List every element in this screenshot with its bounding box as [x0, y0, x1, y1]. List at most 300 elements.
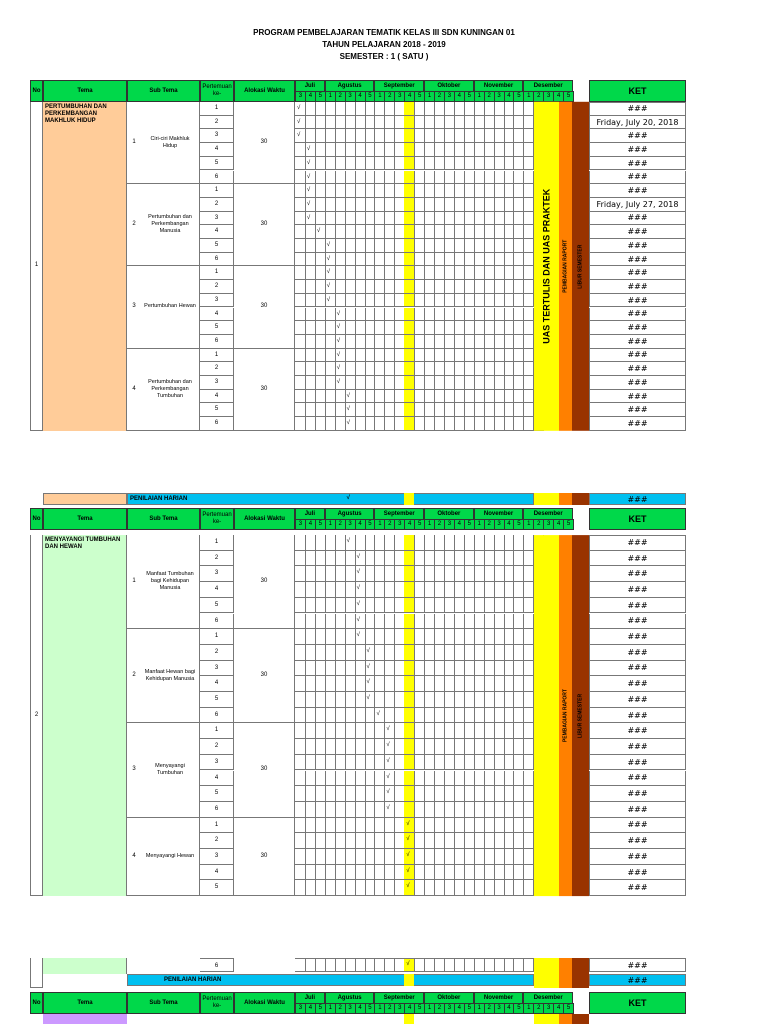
check-mark: √	[306, 187, 311, 194]
header-month-juli: Juli	[295, 992, 325, 1004]
ket-cell: ###	[589, 708, 686, 724]
meeting-number: 1	[200, 629, 234, 645]
header-month-desember: Desember	[523, 508, 573, 520]
meeting-number: 1	[200, 266, 234, 280]
meeting-number: 1	[200, 535, 234, 551]
subtema-no: 1	[127, 102, 141, 184]
header-week: 4	[404, 1003, 415, 1014]
yellow-cell	[404, 974, 414, 986]
check-mark: √	[346, 420, 350, 427]
check-mark: √	[346, 538, 350, 544]
meeting-number: 6	[200, 171, 234, 185]
check-mark: √	[336, 324, 341, 331]
check-mark: √	[297, 118, 301, 125]
meeting-number: 1	[200, 723, 234, 739]
check-mark: √	[386, 757, 390, 764]
subtema-name: Ciri-ciri Makhluk Hidup	[141, 102, 200, 184]
meeting-number: 2	[200, 116, 234, 130]
header-week: 2	[484, 1003, 495, 1014]
check-mark: √	[346, 406, 350, 413]
header-week: 3	[345, 519, 356, 530]
header-week: 3	[444, 519, 455, 530]
meeting-number: 2	[200, 198, 234, 212]
header-alokasi: Alokasi Waktu	[234, 508, 295, 530]
tema-cell	[43, 958, 127, 974]
header-week: 2	[335, 91, 346, 102]
check-mark: √	[356, 632, 360, 639]
ket-cell: ###	[589, 212, 686, 226]
header-week: 3	[345, 1003, 356, 1014]
meeting-number: 2	[200, 551, 234, 567]
bar-libur	[572, 102, 589, 431]
header-month-november: November	[474, 508, 524, 520]
header-week: 3	[345, 91, 356, 102]
meeting-number: 3	[200, 755, 234, 771]
ket-cell: ###	[589, 376, 686, 390]
header-week: 1	[424, 91, 435, 102]
ket-cell: ###	[589, 335, 686, 349]
check-mark: √	[386, 789, 390, 796]
check-mark: √	[336, 337, 341, 344]
header-week: 3	[543, 1003, 554, 1014]
meeting-number: 4	[200, 676, 234, 692]
meeting-number: 2	[200, 645, 234, 661]
yellow-cell	[404, 493, 414, 505]
meeting-number: 1	[200, 184, 234, 198]
penilaian-ket: ###	[589, 974, 686, 986]
header-week: 1	[325, 519, 336, 530]
check-mark: √	[336, 379, 341, 385]
meeting-number: 4	[200, 771, 234, 787]
header-week: 2	[484, 519, 495, 530]
check-mark: √	[406, 883, 410, 890]
header-week: 1	[474, 519, 485, 530]
subtema-name: Pertumbuhan dan Perkembangan Manusia	[141, 184, 200, 266]
check-mark: √	[306, 146, 311, 153]
meeting-number: 5	[200, 880, 234, 896]
ket-cell: ###	[589, 598, 686, 614]
bar-libur	[572, 958, 589, 988]
meeting-number: 4	[200, 865, 234, 881]
header-week: 2	[434, 519, 445, 530]
header-week: 5	[563, 91, 574, 102]
ket-cell: ###	[589, 880, 686, 896]
ket-cell: ###	[589, 818, 686, 834]
header-no: No	[30, 992, 43, 1014]
header-week: 4	[504, 91, 515, 102]
check-mark: √	[306, 173, 311, 180]
meeting-number: 3	[200, 129, 234, 143]
ket-cell: ###	[589, 266, 686, 280]
ket-cell: ###	[589, 771, 686, 787]
header-month-november: November	[474, 992, 524, 1004]
header-ket: KET	[589, 992, 686, 1014]
header-tema: Tema	[43, 992, 127, 1014]
ket-cell: ###	[589, 143, 686, 157]
ket-cell: ###	[589, 390, 686, 404]
meeting-number: 2	[200, 280, 234, 294]
ket-cell: ###	[589, 417, 686, 431]
meeting-number: 5	[200, 786, 234, 802]
header-week: 4	[553, 519, 564, 530]
header-alokasi: Alokasi Waktu	[234, 992, 295, 1014]
bar-raport-label: PEMBAGIAN RAPORT	[562, 689, 569, 743]
meeting-number: 1	[200, 349, 234, 363]
meeting-number: 6	[200, 253, 234, 267]
header-week: 3	[295, 91, 306, 102]
subtema-name: Pertumbuhan dan Perkembangan Tumbuhan	[141, 349, 200, 431]
subtema-name: Pertumbuhan Hewan	[141, 266, 200, 348]
header-week: 3	[394, 519, 405, 530]
ket-cell: ###	[589, 535, 686, 551]
header-week: 2	[434, 1003, 445, 1014]
header-week: 5	[414, 1003, 425, 1014]
alokasi-waktu: 30	[234, 629, 295, 723]
alokasi-waktu: 30	[234, 102, 295, 184]
header-week: 5	[365, 1003, 376, 1014]
header-week: 3	[543, 91, 554, 102]
alokasi-waktu: 30	[234, 818, 295, 897]
ket-cell: ###	[589, 308, 686, 322]
meeting-number: 3	[200, 294, 234, 308]
penilaian-harian-row: PENILAIAN HARIAN	[127, 493, 534, 505]
ket-cell: ###	[589, 566, 686, 582]
ket-cell: Friday, July 27, 2018	[589, 198, 686, 212]
header-week: 4	[454, 91, 465, 102]
subtema-no: 2	[127, 184, 141, 266]
bar-uas	[534, 535, 559, 896]
check-mark: √	[356, 585, 360, 592]
ket-cell: ###	[589, 362, 686, 376]
ket-cell: ###	[589, 865, 686, 881]
bar-libur	[572, 493, 589, 505]
check-mark: √	[306, 214, 311, 221]
ket-cell: ###	[589, 239, 686, 253]
header-month-september: September	[374, 80, 424, 92]
ket-cell: ###	[589, 253, 686, 267]
bar-uas-label: UAS TERTULIS DAN UAS PRAKTEK	[541, 188, 552, 344]
alokasi-waktu: 30	[234, 535, 295, 629]
header-month-agustus: Agustus	[325, 508, 375, 520]
check-mark: √	[326, 296, 331, 303]
meeting-number: 5	[200, 403, 234, 417]
header-week: 1	[325, 91, 336, 102]
ket-cell: ###	[589, 321, 686, 335]
header-week: 2	[533, 519, 544, 530]
ket-cell: ###	[589, 786, 686, 802]
meeting-number: 6	[200, 335, 234, 349]
header-week: 4	[355, 519, 366, 530]
check-mark: √	[366, 695, 370, 701]
meeting-number: 5	[200, 598, 234, 614]
header-week: 3	[295, 519, 306, 530]
header-week: 4	[454, 1003, 465, 1014]
meeting-number: 5	[200, 157, 234, 171]
meeting-number: 6	[200, 708, 234, 724]
week-cell	[523, 958, 534, 972]
ket-cell: ###	[589, 614, 686, 630]
subtema-no: 3	[127, 266, 141, 348]
header-week: 5	[563, 519, 574, 530]
header-week: 5	[513, 1003, 524, 1014]
header-week: 1	[523, 1003, 534, 1014]
header-week: 5	[365, 519, 376, 530]
ket-cell: ###	[589, 676, 686, 692]
ket-cell: ###	[589, 129, 686, 143]
header-week: 3	[444, 1003, 455, 1014]
section-no	[30, 958, 43, 988]
header-pertemuan: Pertemuan ke-	[200, 992, 234, 1014]
header-month-september: September	[374, 508, 424, 520]
header-tema: Tema	[43, 508, 127, 530]
header-week: 4	[404, 91, 415, 102]
header-week: 3	[494, 519, 505, 530]
meeting-number: 1	[200, 818, 234, 834]
meeting-number: 2	[200, 362, 234, 376]
check-mark: √	[366, 647, 370, 654]
ket-cell: ###	[589, 802, 686, 818]
header-week: 4	[305, 519, 316, 530]
check-mark: √	[366, 663, 370, 670]
meeting-number: 3	[200, 661, 234, 677]
meeting-number: 2	[200, 739, 234, 755]
ket-cell: ###	[589, 692, 686, 708]
section-no: 2	[30, 535, 43, 896]
bar-uas	[534, 1014, 559, 1024]
header-week: 1	[424, 519, 435, 530]
header-week: 1	[325, 1003, 336, 1014]
subtema-no: 4	[127, 818, 141, 897]
yellow-cell	[404, 1014, 414, 1024]
header-subtema: Sub Tema	[127, 508, 200, 530]
meeting-number: 5	[200, 692, 234, 708]
meeting-number: 4	[200, 390, 234, 404]
ket-cell: ###	[589, 294, 686, 308]
section-no: 1	[30, 102, 43, 431]
header-month-desember: Desember	[523, 992, 573, 1004]
header-week: 1	[523, 91, 534, 102]
check-mark: √	[297, 132, 301, 139]
ket-cell: ###	[589, 629, 686, 645]
check-mark: √	[406, 852, 410, 858]
check-mark: √	[376, 710, 380, 717]
ket-cell: ###	[589, 280, 686, 294]
tema-cell	[43, 1014, 127, 1024]
header-week: 5	[464, 519, 475, 530]
header-week: 3	[394, 1003, 405, 1014]
ket-cell: ###	[589, 184, 686, 198]
ket-cell: ###	[589, 403, 686, 417]
check-mark: √	[326, 283, 331, 290]
header-week: 5	[513, 91, 524, 102]
ket-cell: ###	[589, 739, 686, 755]
meeting-number: 4	[200, 225, 234, 239]
check-mark: √	[336, 351, 341, 358]
check-mark: √	[306, 159, 311, 166]
check-mark: √	[386, 804, 390, 811]
ket-cell: ###	[589, 661, 686, 677]
header-week: 4	[553, 91, 564, 102]
check-mark: √	[356, 569, 360, 576]
header-week: 3	[494, 91, 505, 102]
header-week: 4	[305, 1003, 316, 1014]
header-ket: KET	[589, 508, 686, 530]
meeting-number: 4	[200, 582, 234, 598]
check-mark: √	[406, 867, 410, 874]
ket-cell: Friday, July 20, 2018	[589, 116, 686, 130]
ket-cell: ###	[589, 349, 686, 363]
meeting-number: 5	[200, 321, 234, 335]
tema-cell: MENYAYANGI TUMBUHAN DAN HEWAN	[43, 535, 127, 896]
header-week: 5	[315, 519, 326, 530]
header-week: 5	[414, 91, 425, 102]
header-week: 1	[374, 519, 385, 530]
bar-libur-label: LIBUR SEMESTER	[577, 693, 584, 738]
alokasi-waktu: 30	[234, 723, 295, 817]
header-week: 2	[384, 91, 395, 102]
ket-cell: ###	[589, 958, 686, 972]
meeting-number: 6	[200, 958, 234, 972]
header-month-juli: Juli	[295, 80, 325, 92]
meeting-number: 4	[200, 143, 234, 157]
meeting-number: 3	[200, 212, 234, 226]
header-week: 1	[424, 1003, 435, 1014]
title-line-1: PROGRAM PEMBELAJARAN TEMATIK KELAS III SDN KUNINGAN 01	[253, 28, 515, 37]
header-week: 4	[454, 519, 465, 530]
header-week: 3	[494, 1003, 505, 1014]
header-week: 4	[553, 1003, 564, 1014]
subtema-no: 2	[127, 629, 141, 723]
check-mark: √	[406, 836, 410, 843]
header-month-oktober: Oktober	[424, 80, 474, 92]
title-line-2: TAHUN PELAJARAN 2018 - 2019	[322, 40, 446, 49]
alokasi-waktu: 30	[234, 349, 295, 431]
header-week: 2	[335, 519, 346, 530]
header-week: 5	[315, 91, 326, 102]
header-week: 3	[295, 1003, 306, 1014]
check-mark: √	[386, 726, 390, 733]
meeting-number: 6	[200, 614, 234, 630]
bar-raport	[559, 493, 572, 505]
bar-raport	[559, 102, 572, 431]
header-month-september: September	[374, 992, 424, 1004]
check-mark: √	[316, 228, 321, 235]
ket-cell: ###	[589, 225, 686, 239]
bar-uas	[534, 958, 559, 988]
ket-cell: ###	[589, 645, 686, 661]
penilaian-tema-cell	[43, 493, 127, 505]
header-week: 4	[504, 519, 515, 530]
ket-cell: ###	[589, 755, 686, 771]
header-week: 3	[444, 91, 455, 102]
meeting-number: 4	[200, 308, 234, 322]
ket-cell: ###	[589, 157, 686, 171]
header-week: 4	[404, 519, 415, 530]
bar-libur	[572, 535, 589, 896]
meeting-number: 5	[200, 239, 234, 253]
check-mark: √	[356, 616, 360, 623]
header-week: 2	[384, 1003, 395, 1014]
subtema-no: 4	[127, 349, 141, 431]
alokasi-waktu: 30	[234, 266, 295, 348]
header-week: 3	[394, 91, 405, 102]
header-tema: Tema	[43, 80, 127, 102]
check-mark: √	[386, 773, 390, 780]
header-alokasi: Alokasi Waktu	[234, 80, 295, 102]
subtema-name: Manfaat Tumbuhan bagi Kehidupan Manusia	[141, 535, 200, 629]
header-week: 2	[335, 1003, 346, 1014]
header-week: 2	[533, 1003, 544, 1014]
header-week: 3	[543, 519, 554, 530]
penilaian-ket: ###	[589, 493, 686, 505]
meeting-number: 2	[200, 833, 234, 849]
check-mark: √	[326, 255, 331, 262]
meeting-number: 3	[200, 566, 234, 582]
title-line-3: SEMESTER : 1 ( SATU )	[339, 52, 429, 61]
check-mark: √	[346, 392, 350, 399]
header-pertemuan: Pertemuan ke-	[200, 80, 234, 102]
header-week: 1	[474, 1003, 485, 1014]
header-week: 1	[474, 91, 485, 102]
header-week: 5	[563, 1003, 574, 1014]
check-mark: √	[297, 105, 301, 111]
meeting-number: 3	[200, 849, 234, 865]
ket-cell: ###	[589, 551, 686, 567]
ket-cell: ###	[589, 102, 686, 116]
header-week: 5	[315, 1003, 326, 1014]
bar-raport-label: PEMBAGIAN RAPORT	[562, 239, 569, 293]
header-week: 5	[464, 1003, 475, 1014]
meeting-number: 6	[200, 802, 234, 818]
check-mark: √	[356, 600, 360, 607]
header-pertemuan: Pertemuan ke-	[200, 508, 234, 530]
bar-raport	[559, 958, 572, 988]
subtema-no: 1	[127, 535, 141, 629]
subtema-name: Menyayangi Tumbuhan	[141, 723, 200, 817]
bar-raport	[559, 1014, 572, 1024]
header-week: 2	[484, 91, 495, 102]
header-week: 5	[365, 91, 376, 102]
ket-cell: ###	[589, 849, 686, 865]
check-mark: √	[386, 742, 390, 749]
header-month-agustus: Agustus	[325, 80, 375, 92]
bar-uas	[534, 493, 559, 505]
meeting-number: 3	[200, 376, 234, 390]
meeting-number: 1	[200, 102, 234, 116]
check-mark: √	[406, 961, 410, 967]
bar-raport	[559, 535, 572, 896]
check-mark: √	[336, 310, 341, 317]
check-mark: √	[306, 200, 311, 207]
header-week: 4	[355, 91, 366, 102]
header-subtema: Sub Tema	[127, 80, 200, 102]
header-week: 5	[464, 91, 475, 102]
check-mark: √	[326, 242, 331, 248]
tema-cell: PERTUMBUHAN DAN PERKEMBANGAN MAKHLUK HIDUP	[43, 102, 127, 431]
header-month-juli: Juli	[295, 508, 325, 520]
header-ket: KET	[589, 80, 686, 102]
ket-cell: ###	[589, 723, 686, 739]
header-subtema: Sub Tema	[127, 992, 200, 1014]
ket-cell: ###	[589, 833, 686, 849]
check-mark: √	[336, 365, 341, 372]
header-month-desember: Desember	[523, 80, 573, 92]
header-week: 1	[374, 1003, 385, 1014]
subtema-name: Menyayangi Hewan	[141, 818, 200, 897]
ket-cell: ###	[589, 582, 686, 598]
header-week: 2	[533, 91, 544, 102]
subtema-name: Manfaat Hewan bagi Kehidupan Manusia	[141, 629, 200, 723]
